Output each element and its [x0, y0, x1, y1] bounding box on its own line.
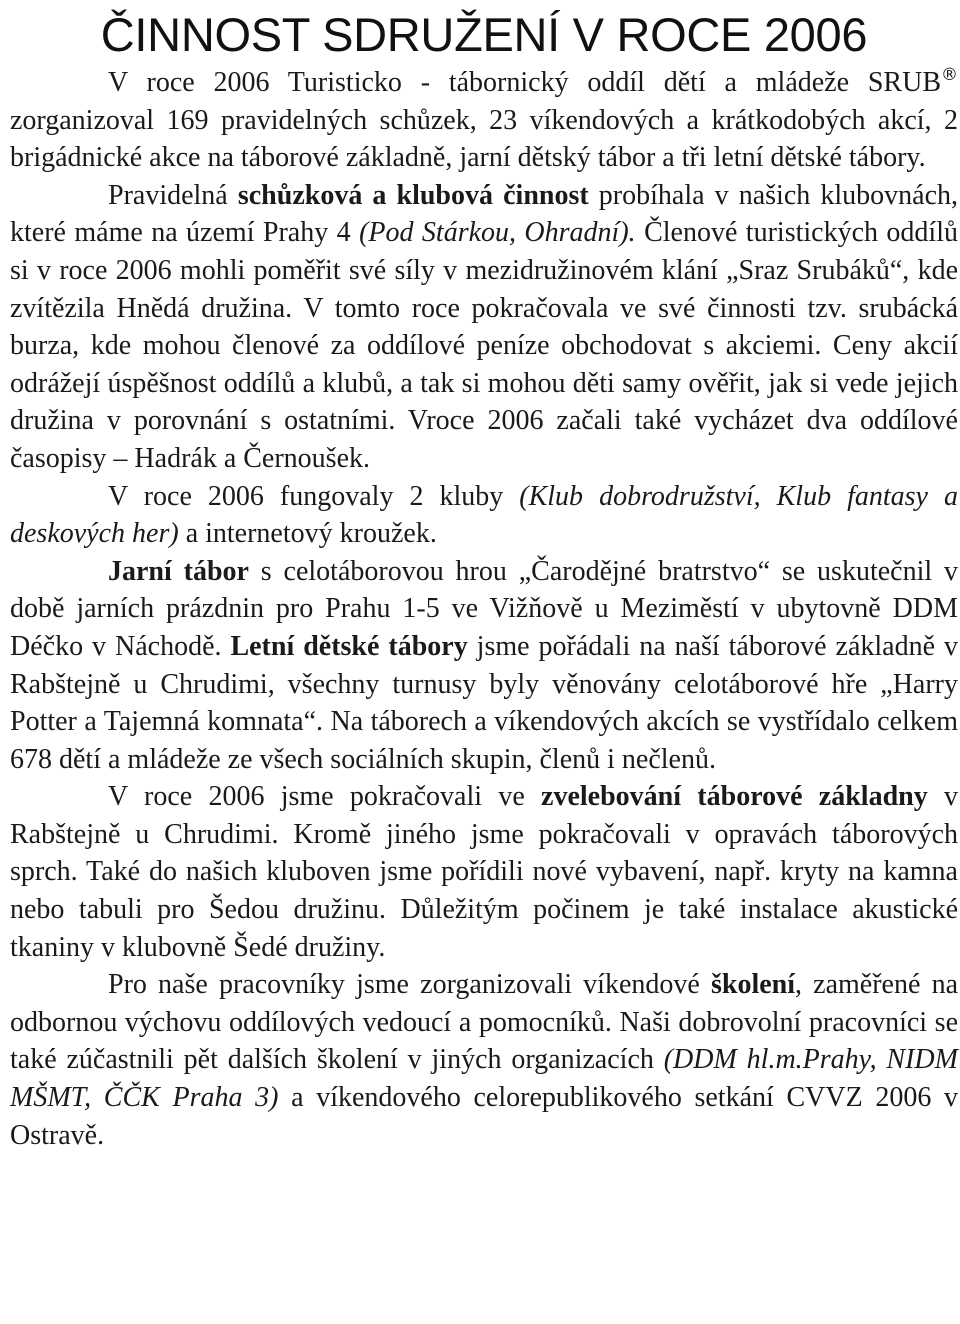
bold-spring-camp: Jarní tábor	[108, 555, 249, 587]
text-run: Členové turistických oddílů si v roce 2006 mohli poměřit své síly v mezidružinovém klání „Sraz Srubáků“, kde zvítězila Hnědá družina. V tomto roce pokračovala ve své činnosti tzv. srubácká burza, kde mohou členové za oddílové peníze obchodovat s akciemi. Ceny akcií odrážejí úspěšnost oddílů a klubů, a tak si mohou děti samy ověřit, jak si vede jejich družina v porovnání s ostatními. Vroce 2006 začali také vycházet dva oddílové časopisy – Hadrák a Černoušek.	[10, 217, 958, 474]
summary-text-start: V roce 2006 Turisticko - tábornický oddíl dětí a mládeže SRUB	[108, 67, 941, 98]
bold-summer-camps: Letní dětské tábory	[230, 630, 468, 662]
registered-mark: ®	[941, 65, 958, 85]
text-run: a víkendového celorepublikového setkání CVVZ 2006 v Ostravě.	[10, 1082, 959, 1151]
text-run: a internetový kroužek.	[178, 518, 437, 550]
text-run: V roce 2006 jsme pokračovali ve	[108, 781, 542, 813]
bold-club-activity: schůzková a klubová činnost	[237, 179, 589, 211]
text-run: jsme pořádali na naší táborové základně v Rabštejně u Chrudimi, všechny turnusy byly věnovány celotáborové hře „Harry Potter a Tajemná komnata“. Na táborech a víkendových akcích se vystřídalo celkem 678 dětí a mládeže ze všech sociálních skupin, členů i nečlenů.	[10, 630, 958, 775]
document-page	[10, 0, 958, 1154]
text-run: , zaměřené na odbornou výchovu oddílových vedoucí a pomocníků. Naši dobrovolní pracovníci se také zúčastnili pět dalších školení v jiných organizacích	[10, 969, 958, 1076]
italic-club-names: (Klub dobrodružství, Klub fantasy a deskových her)	[10, 480, 958, 550]
paragraph-base-improvement	[10, 778, 958, 966]
summary-text-end: zorganizoval 169 pravidelných schůzek, 23 víkendových a krátkodobých akcí, 2 brigádnické akce na táborové základně, jarní dětský tábor a tři letní dětské tábory.	[10, 104, 958, 174]
bold-base-improvement: zvelebování táborové základny	[541, 781, 928, 813]
text-run: v Rabštejně u Chrudimi. Kromě jiného jsme pokračovali v opravách táborových sprch. Také do našich kluboven jsme pořídili nové vybavení, např. kryty na kamna nebo tabuli pro Šedou družinu. Důležitým počinem je také instalace akustické tkaniny v klubovně Šedé družiny.	[10, 781, 959, 963]
paragraph-training	[10, 966, 958, 1154]
bold-training: školení	[710, 969, 795, 1001]
paragraph-camps	[10, 553, 958, 779]
italic-club-locations: (Pod Stárkou, Ohradní).	[359, 217, 636, 249]
document-title: ČINNOST SDRUŽENÍ V ROCE 2006	[100, 8, 868, 61]
italic-organizations: (DDM hl.m.Prahy, NIDM MŠMT, ČČK Praha 3)	[10, 1044, 958, 1114]
text-run: s celotáborovou hrou „Čarodějné bratrstvo“ se uskutečnil v době jarních prázdnin pro Prahu 1-5 ve Vižňově u Meziměstí v ubytovně DDM Déčko v Náchodě.	[10, 555, 958, 662]
paragraph-summary	[10, 64, 958, 177]
text-run: probíhala v našich klubovnách, které máme na území Prahy 4	[10, 179, 958, 249]
paragraph-club-activity	[10, 177, 958, 478]
text-run: V roce 2006 fungovaly 2 kluby	[108, 480, 520, 512]
text-run: Pravidelná	[108, 179, 238, 211]
text-run: Pro naše pracovníky jsme zorganizovali víkendové	[108, 969, 711, 1001]
paragraph-clubs	[10, 478, 958, 553]
